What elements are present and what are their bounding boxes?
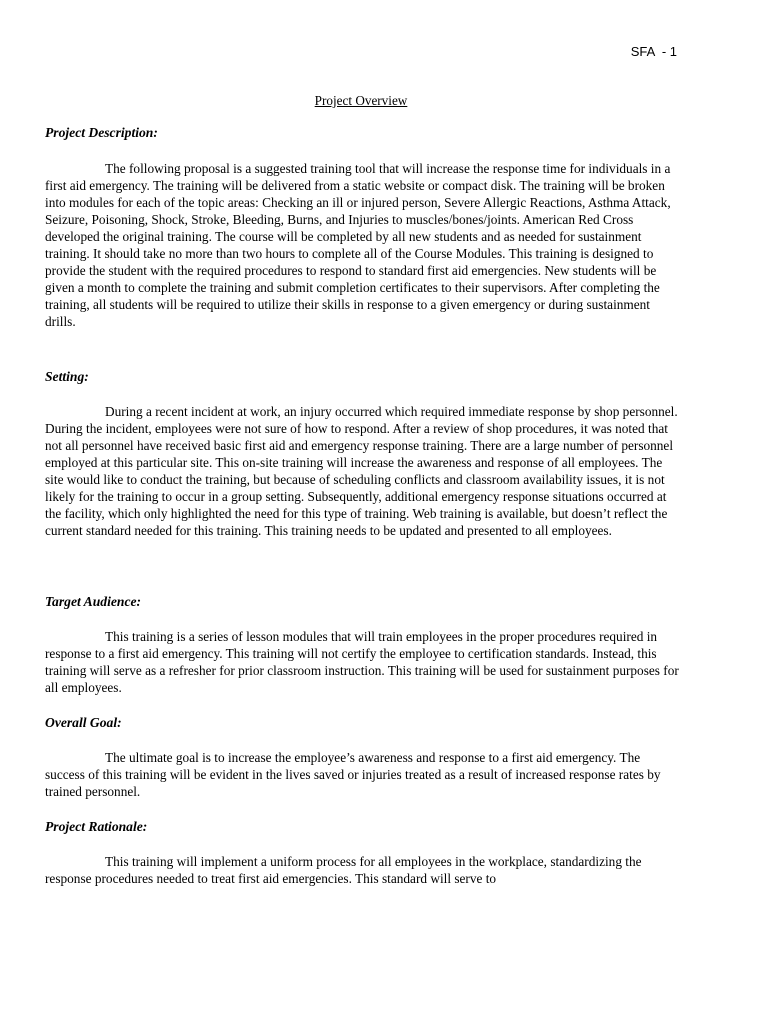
section-heading-setting: Setting: [45, 369, 89, 384]
document-title: Project Overview [314, 93, 408, 108]
page-number-header: SFA - 1 [630, 44, 677, 59]
paragraph-text: This training will implement a uniform process for all employees in the workplace, standardizing the response procedures needed to treat first aid emergencies. This standard will serve to [45, 854, 642, 886]
paragraph-text: The following proposal is a suggested training tool that will increase the response time for individuals in a first aid emergency. The training will be delivered from a static website or compact disk. The training will be broken into modules for each of the topic areas: Checking an ill or injured person, Severe Allergic Reactions, Asthma Attack, Seizure, Poisoning, Shock, Stroke, Bleeding, Burns, and Injuries to muscles/bones/joints. American Red Cross developed the original training. The course will be completed by all new students and as needed for sustainment training. It should take no more than two hours to complete all of the Course Modules. This training is designed to provide the student with the required procedures to respond to standard first aid emergencies. New students will be given a month to complete the training and submit completion certificates to their supervisors. After completing the training, all students will be required to utilize their skills in response to a given emergency or during sustainment drills. [45, 161, 671, 329]
section-paragraph-overall-goal [45, 749, 680, 800]
paragraph-text: During a recent incident at work, an injury occurred which required immediate response by shop personnel. During the incident, employees were not sure of how to respond. After a review of shop procedures, it was noted that not all personnel have received basic first aid and emergency response training. There are a large number of personnel employed at this particular site. This on-site training will increase the awareness and response of all employees. The site would like to conduct the training, but because of scheduling conflicts and classroom availability issues, it is not likely for the training to occur in a group setting. Subsequently, additional emergency response situations occurred at the facility, which only highlighted the need for this type of training. Web training is available, but doesn’t reflect the current standard needed for this training. This training needs to be updated and presented to all employees. [45, 404, 678, 538]
paragraph-text: The ultimate goal is to increase the employee’s awareness and response to a first aid emergency. The success of this training will be evident in the lives saved or injuries treated as a result of increased response rates by trained personnel. [45, 750, 661, 799]
section-paragraph-project-description [45, 160, 680, 330]
section-paragraph-target-audience [45, 628, 680, 696]
section-heading-overall-goal: Overall Goal: [45, 715, 122, 730]
section-paragraph-setting [45, 403, 680, 539]
section-heading-project-description: Project Description: [45, 125, 158, 140]
section-heading-project-rationale: Project Rationale: [45, 819, 148, 834]
paragraph-text: This training is a series of lesson modules that will train employees in the proper procedures required in response to a first aid emergency. This training will not certify the employee to certification standards. Instead, this training will serve as a refresher for prior classroom instruction. This training will be used for sustainment purposes for all employees. [45, 629, 679, 695]
section-heading-target-audience: Target Audience: [45, 594, 142, 609]
section-paragraph-project-rationale [45, 853, 680, 887]
